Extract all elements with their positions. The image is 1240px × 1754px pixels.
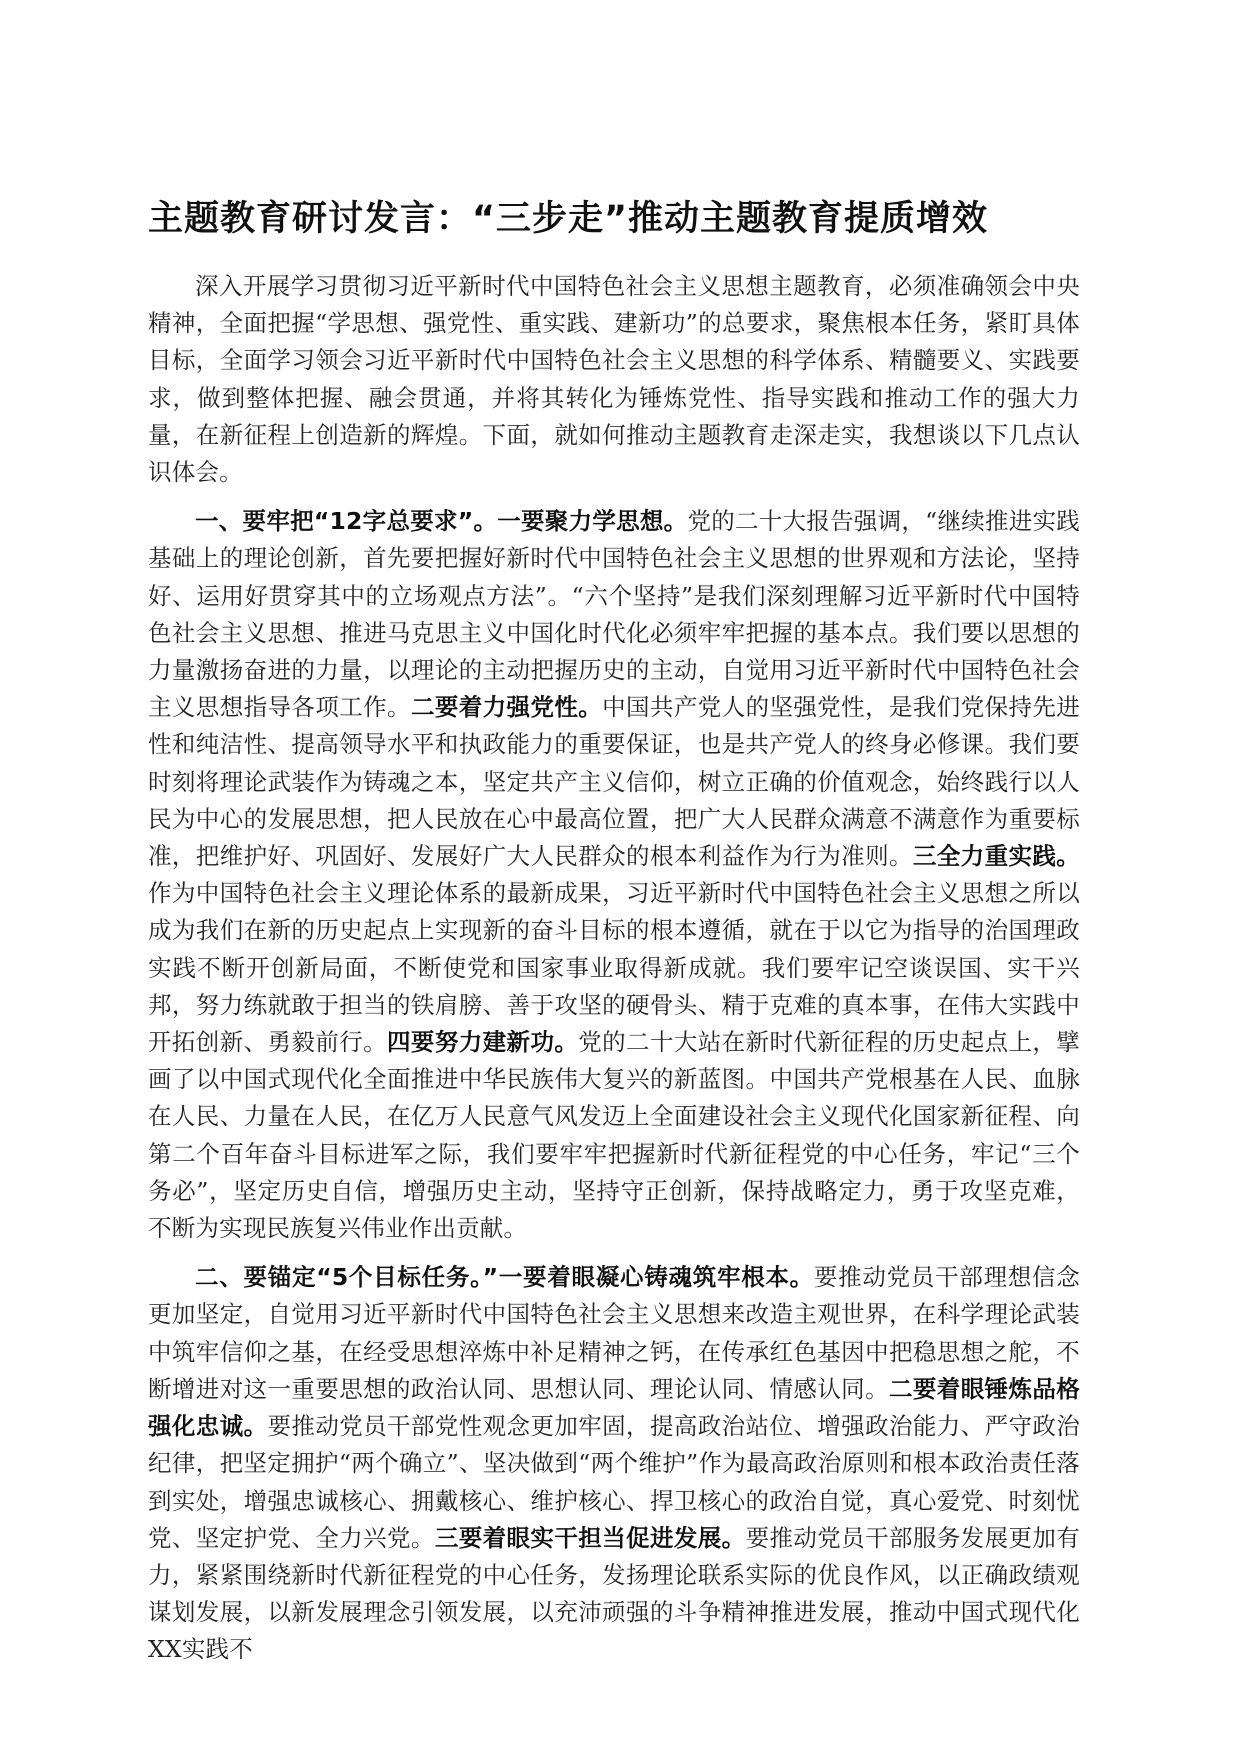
bold-heading-run: 四要努力建新功。 — [387, 1028, 579, 1057]
bold-heading-run: 一、要牢把“12字总要求”。一要聚力学思想。 — [195, 507, 688, 536]
bold-heading-run: 三全力重实践。 — [912, 842, 1080, 871]
text-run: 中国共产党人的坚强党性，是我们党保持先进性和纯洁性、提高领导水平和执政能力的重要保证，也是共产党人的终身必修课。我们要时刻将理论武装作为铸魂之本，坚定共产主义信仰，树立正确的价值观念，始终践行以人民为中心的发展思想，把人民放在心中最高位置，把广大人民群众满意不满意作为重要标准，把维护好、巩固好、发展好广大人民群众的根本利益作为行为准则。 — [148, 693, 1080, 871]
body-paragraph — [148, 268, 1080, 491]
text-run: 要推动党员干部服务发展更加有力，紧紧围绕新时代新征程党的中心任务，发扬理论联系实际的优良作风，以正确政绩观谋划发展，以新发展理念引领发展，以充沛顽强的斗争精神推进发展，推动中国式现代化XX实践不 — [148, 1523, 1080, 1664]
text-run: 党的二十大报告强调，“继续推进实践基础上的理论创新，首先要把握好新时代中国特色社会主义思想的世界观和方法论，坚持好、运用好贯穿其中的立场观点方法”。“六个坚持”是我们深刻理解习近平新时代中国特色社会主义思想、推进马克思主义中国化时代化必须牢牢把握的基本点。我们要以思想的力量激扬奋进的力量，以理论的主动把握历史的主动，自觉用习近平新时代中国特色社会主义思想指导各项工作。 — [148, 507, 1080, 722]
body-paragraph — [148, 1259, 1080, 1668]
text-run: 要推动党员干部党性观念更加牢固，提高政治站位、增强政治能力、严守政治纪律，把坚定拥护“两个确立”、坚决做到“两个维护”作为最高政治原则和根本政治责任落到实处，增强忠诚核心、拥戴核心、维护核心、捍卫核心的政治自觉，真心爱党、时刻忧党、坚定护党、全力兴党。 — [148, 1412, 1080, 1552]
bold-heading-run: 二、要锚定“5个目标任务。”一要着眼凝心铸魂筑牢根本。 — [195, 1263, 814, 1292]
bold-heading-run: 二要着眼锤炼品格强化忠诚。 — [148, 1374, 1081, 1441]
text-run: 要推动党员干部理想信念更加坚定，自觉用习近平新时代中国特色社会主义思想来改造主观世界，在科学理论武装中筑牢信仰之基，在经受思想淬炼中补足精神之钙，在传承红色基因中把稳思想之舵，不断增进对这一重要思想的政治认同、思想认同、理论认同、情感认同。 — [148, 1263, 1080, 1403]
document-body — [148, 268, 1080, 1669]
document-page — [148, 190, 1080, 1681]
bold-heading-run: 二要着力强党性。 — [410, 693, 603, 722]
document-title: 主题教育研讨发言：“三步走”推动主题教育提质增效 — [148, 199, 989, 239]
text-run: 作为中国特色社会主义理论体系的最新成果，习近平新时代中国特色社会主义思想之所以成为我们在新的历史起点上实现新的奋斗目标的根本遵循，就在于以它为指导的治国理政实践不断开创新局面，不断使党和国家事业取得新成就。我们要牢记空谈误国、实干兴邦，努力练就敢于担当的铁肩膀、善于攻坚的硬骨头、精于克难的真本事，在伟大实践中开拓创新、勇毅前行。 — [148, 879, 1080, 1057]
body-paragraph — [148, 503, 1080, 1247]
text-run: 深入开展学习贯彻习近平新时代中国特色社会主义思想主题教育，必须准确领会中央精神，全面把握“学思想、强党性、重实践、建新功”的总要求，聚焦根本任务，紧盯具体目标，全面学习领会习近平新时代中国特色社会主义思想的科学体系、精髓要义、实践要求，做到整体把握、融会贯通，并将其转化为锤炼党性、指导实践和推动工作的强大力量，在新征程上创造新的辉煌。下面，就如何推动主题教育走深走实，我想谈以下几点认识体会。 — [148, 272, 1080, 487]
bold-heading-run: 三要着眼实干担当促进发展。 — [434, 1523, 746, 1552]
text-run: 党的二十大站在新时代新征程的历史起点上，擘画了以中国式现代化全面推进中华民族伟大复兴的新蓝图。中国共产党根基在人民、血脉在人民、力量在人民，在亿万人民意气风发迈上全面建设社会主义现代化国家新征程、向第二个百年奋斗目标进军之际，我们要牢牢把握新时代新征程党的中心任务，牢记“三个务必”，坚定历史自信，增强历史主动，坚持守正创新，保持战略定力，勇于攻坚克难，不断为实现民族复兴伟业作出贡献。 — [148, 1028, 1080, 1243]
